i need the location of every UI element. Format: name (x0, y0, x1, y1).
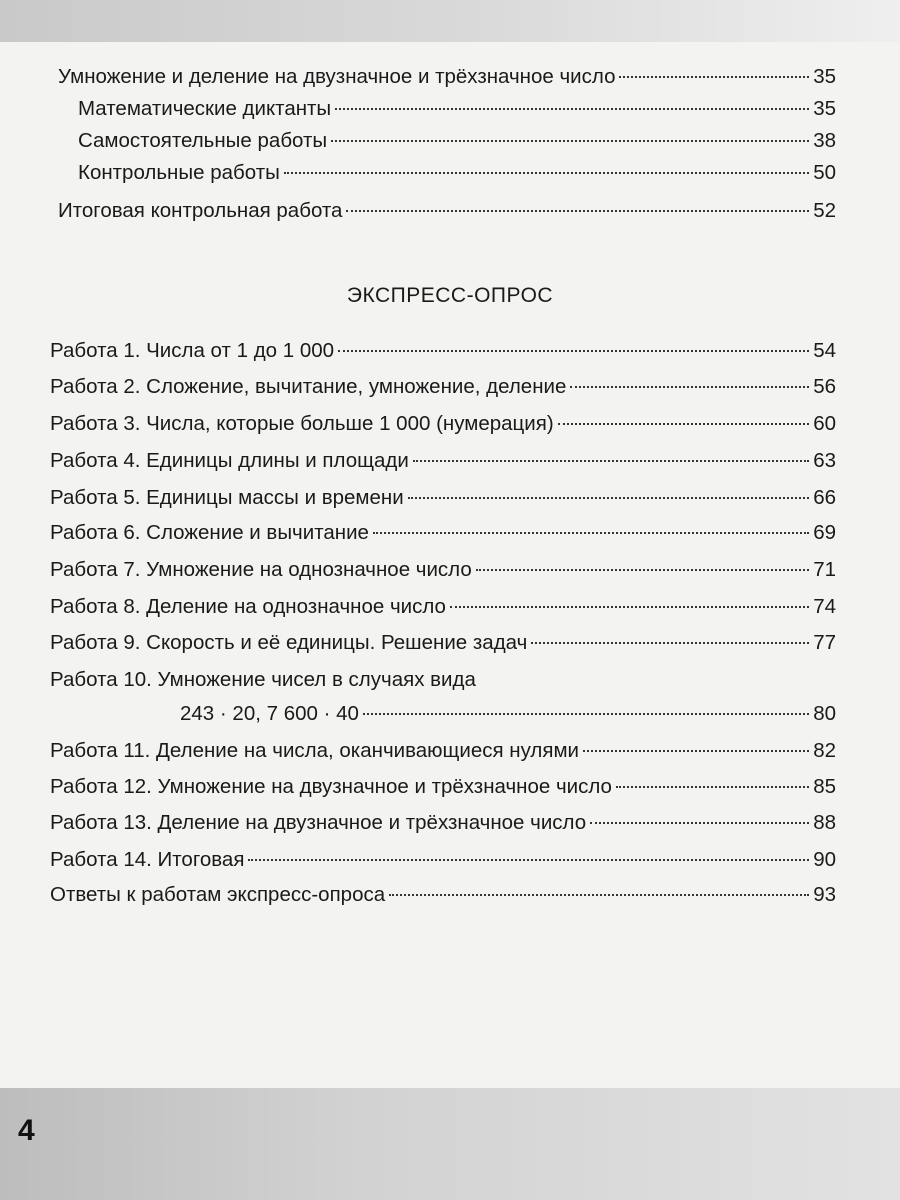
dot-leader (450, 606, 809, 608)
toc-entry-label-first-line: Работа 10. Умножение чисел в случаях вида (50, 668, 476, 691)
dot-leader (284, 172, 809, 174)
toc-entry-page: 74 (813, 595, 836, 618)
toc-entry-label: Работа 11. Деление на числа, оканчивающиеся нулями (50, 739, 580, 762)
toc-entry-label: Работа 13. Деление на двузначное и трёхзначное число (50, 811, 587, 834)
toc-entry-page: 35 (813, 65, 836, 88)
dot-leader (335, 108, 809, 110)
toc-entry-label: Умножение и деление на двузначное и трёхзначное число (58, 65, 616, 88)
toc-entry-label: Работа 1. Числа от 1 до 1 000 (50, 339, 335, 362)
toc-entry (78, 128, 836, 154)
toc-entry-label: Работа 8. Деление на однозначное число (50, 595, 446, 618)
toc-entry-page: 71 (813, 558, 836, 581)
toc-entry (50, 882, 836, 908)
toc-entry-page: 50 (813, 161, 836, 184)
toc-entry (50, 630, 836, 656)
dot-leader (389, 894, 809, 896)
toc-entry-page: 66 (813, 486, 836, 509)
dot-leader (331, 140, 809, 142)
toc-entry (50, 374, 836, 400)
dot-leader (338, 350, 809, 352)
toc-entry (78, 160, 836, 186)
toc-entry-page: 93 (813, 883, 836, 906)
toc-entry (50, 810, 836, 836)
toc-entry (50, 847, 836, 873)
toc-entry-page: 56 (813, 375, 836, 398)
toc-entry-label: Работа 4. Единицы длины и площади (50, 449, 409, 472)
toc-entry-page: 85 (813, 775, 836, 798)
page-number: 4 (18, 1114, 35, 1147)
toc-entry-label: Самостоятельные работы (78, 129, 328, 152)
dot-leader (558, 423, 810, 425)
section-heading: ЭКСПРЕСС-ОПРОС (346, 284, 554, 307)
toc-entry (50, 738, 836, 764)
toc-entry-page: 69 (813, 521, 836, 544)
toc-entry-page: 82 (813, 739, 836, 762)
toc-entry (50, 557, 836, 583)
toc-entry-page: 88 (813, 811, 836, 834)
toc-entry-page: 80 (813, 702, 836, 725)
bottom-gray-band (0, 1088, 900, 1200)
toc-entry-label: Работа 9. Скорость и её единицы. Решение задач (50, 631, 528, 654)
toc-entry (180, 701, 836, 727)
toc-entry-label: Ответы к работам экспресс-опроса (50, 883, 386, 906)
toc-entry-label: Итоговая контрольная работа (58, 199, 343, 222)
toc-entry-label: 243 · 20, 7 600 · 40 (180, 702, 359, 725)
toc-entry (58, 198, 836, 224)
dot-leader (476, 569, 809, 571)
dot-leader (363, 713, 809, 715)
toc-entry (50, 448, 836, 474)
toc-entry-page: 38 (813, 129, 836, 152)
dot-leader (373, 532, 809, 534)
toc-entry (50, 485, 836, 511)
dot-leader (583, 750, 809, 752)
toc-entry (50, 594, 836, 620)
toc-entry (50, 338, 836, 364)
dot-leader (413, 460, 809, 462)
toc-entry-page: 90 (813, 848, 836, 871)
dot-leader (346, 210, 809, 212)
dot-leader (531, 642, 809, 644)
toc-entry-label: Работа 7. Умножение на однозначное число (50, 558, 472, 581)
dot-leader (590, 822, 809, 824)
toc-entry-label: Работа 5. Единицы массы и времени (50, 486, 404, 509)
toc-entry (78, 96, 836, 122)
toc-entry-label: Работа 6. Сложение и вычитание (50, 521, 369, 544)
toc-entry-page: 54 (813, 339, 836, 362)
top-gray-band (0, 0, 900, 42)
toc-entry-label: Работа 2. Сложение, вычитание, умножение, деление (50, 375, 567, 398)
toc-entry-label: Математические диктанты (78, 97, 332, 120)
toc-entry (58, 64, 836, 90)
toc-entry-page: 63 (813, 449, 836, 472)
toc-entry-label: Работа 14. Итоговая (50, 848, 245, 871)
dot-leader (248, 859, 809, 861)
dot-leader (408, 497, 809, 499)
toc-entry-page: 52 (813, 199, 836, 222)
toc-entry (50, 774, 836, 800)
dot-leader (619, 76, 809, 78)
toc-entry-page: 77 (813, 631, 836, 654)
dot-leader (570, 386, 809, 388)
toc-entry-page: 35 (813, 97, 836, 120)
toc-entry-label: Работа 3. Числа, которые больше 1 000 (нумерация) (50, 412, 554, 435)
toc-entry (50, 520, 836, 546)
toc-entry-page: 60 (813, 412, 836, 435)
dot-leader (616, 786, 809, 788)
toc-entry-label: Работа 12. Умножение на двузначное и трёхзначное число (50, 775, 612, 798)
toc-entry (50, 411, 836, 437)
toc-entry-label: Контрольные работы (78, 161, 280, 184)
